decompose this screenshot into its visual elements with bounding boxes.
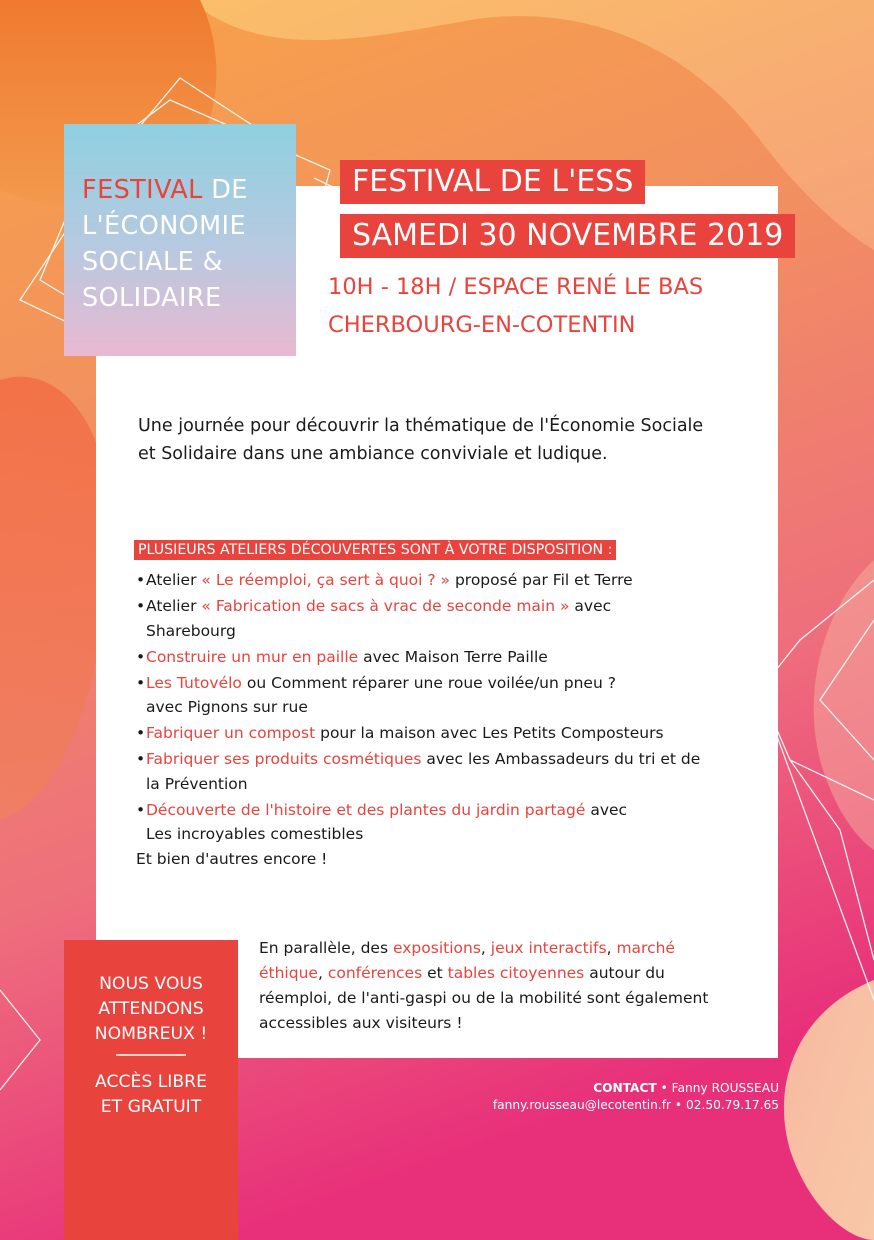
divider xyxy=(116,1054,186,1056)
para-text: et xyxy=(422,964,448,982)
item-post: avec Les incroyables comestibles xyxy=(146,800,628,843)
item-highlight: « Le réemploi, ça sert à quoi ? » xyxy=(201,571,451,589)
headline-line1: FESTIVAL DE L'ESS xyxy=(340,160,645,204)
item-highlight: Fabriquer ses produits cosmétiques xyxy=(146,750,422,768)
list-item xyxy=(136,671,652,720)
item-post: avec Maison Terre Paille xyxy=(358,647,548,666)
list-item xyxy=(136,645,736,670)
free-entry-line: ACCÈS LIBRE xyxy=(95,1072,207,1092)
badge-line4: SOLIDAIRE xyxy=(82,283,222,313)
para-text: , xyxy=(606,939,617,957)
item-post: proposé par Fil et Terre xyxy=(450,571,633,589)
badge-accent: FESTIVAL xyxy=(82,175,203,205)
para-highlight: expositions xyxy=(392,939,481,957)
invitation-text xyxy=(64,972,238,1047)
festival-badge xyxy=(64,124,296,356)
list-item xyxy=(136,798,636,847)
item-highlight: Fabriquer un compost xyxy=(146,724,316,742)
para-text: autour du réemploi, de l'anti-gaspi ou de la mobilité sont également accessibles aux visiteurs ! xyxy=(259,964,709,1032)
item-post: ou Comment réparer une roue voilée/un pneu ? avec Pignons sur rue xyxy=(146,673,616,716)
free-entry-text xyxy=(64,1070,238,1120)
para-text: , xyxy=(317,964,328,982)
contact-details[interactable]: fanny.rousseau@lecotentin.fr • 02.50.79.17.65 xyxy=(492,1098,779,1112)
list-item xyxy=(136,568,736,593)
bullet: • xyxy=(136,571,146,589)
para-text: En parallèle, des xyxy=(259,939,393,957)
badge-title xyxy=(82,172,302,316)
para-text: , xyxy=(480,939,491,957)
list-item xyxy=(136,594,616,643)
bullet: • xyxy=(136,597,146,615)
para-highlight: jeux interactifs xyxy=(490,939,607,957)
contact-name: • Fanny ROUSSEAU xyxy=(656,1081,779,1095)
item-highlight: Découverte de l'histoire et des plantes du jardin partagé xyxy=(146,800,586,819)
headline-line2: SAMEDI 30 NOVEMBRE 2019 xyxy=(340,214,795,258)
parallel-activities xyxy=(259,936,729,1036)
para-highlight: tables citoyennes xyxy=(447,964,585,982)
invitation-line: ATTENDONS xyxy=(98,999,204,1019)
bullet: • xyxy=(136,647,146,666)
item-post: pour la maison avec Les Petits Composteurs xyxy=(315,724,664,742)
contact-block xyxy=(493,1080,779,1114)
list-item xyxy=(136,721,736,746)
para-highlight: conférences xyxy=(327,964,423,982)
badge-line3: SOCIALE & xyxy=(82,247,223,277)
item-highlight: Les Tutovélo xyxy=(146,673,242,692)
contact-label: CONTACT xyxy=(593,1081,657,1095)
item-highlight: « Fabrication de sacs à vrac de seconde main » xyxy=(201,597,570,615)
bullet: • xyxy=(136,724,146,742)
bullet: • xyxy=(136,750,146,768)
item-pre: Atelier xyxy=(146,597,202,615)
item-post: avec les Ambassadeurs du tri et de la Prévention xyxy=(146,750,701,793)
ateliers-heading: PLUSIEURS ATELIERS DÉCOUVERTES SONT À VOTRE DISPOSITION : xyxy=(134,540,616,560)
free-entry-line: ET GRATUIT xyxy=(100,1097,202,1117)
bullet: • xyxy=(136,673,146,692)
bullet: • xyxy=(136,800,146,819)
para-highlight: marché éthique xyxy=(259,939,675,982)
intro-text: Une journée pour découvrir la thématique de l'Économie Sociale et Solidaire dans une ambiance conviviale et ludique. xyxy=(138,416,704,464)
badge-line2: L'ÉCONOMIE xyxy=(82,211,246,241)
invitation-line: NOUS VOUS xyxy=(99,974,203,994)
list-item xyxy=(136,747,706,796)
item-post: avec Sharebourg xyxy=(146,597,612,640)
invitation-box xyxy=(64,940,238,1240)
outro-text: Et bien d'autres encore ! xyxy=(136,850,328,868)
item-highlight: Construire un mur en paille xyxy=(146,647,359,666)
subheadline-line1: 10H - 18H / ESPACE RENÉ LE BAS xyxy=(328,274,704,300)
ateliers-list xyxy=(136,568,736,848)
item-pre: Atelier xyxy=(146,571,202,589)
subheadline-line2: CHERBOURG-EN-COTENTIN xyxy=(328,312,636,338)
invitation-line: NOMBREUX ! xyxy=(94,1024,208,1044)
badge-line1-rest: DE xyxy=(202,175,248,205)
